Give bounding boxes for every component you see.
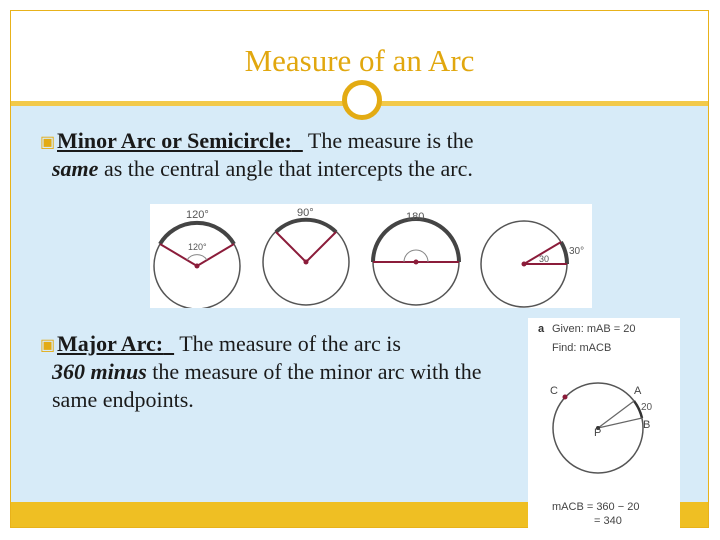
angle-20: 20 xyxy=(641,402,653,413)
major-arc-bullet xyxy=(40,330,520,414)
point-b: B xyxy=(643,419,651,431)
circle-30 xyxy=(481,221,584,307)
arc-examples-figure xyxy=(150,204,592,308)
arc-label-2: 90° xyxy=(297,207,314,219)
arc-label-3: 180 xyxy=(406,211,425,223)
circle-120 xyxy=(154,209,240,308)
example-marker: a xyxy=(538,323,545,335)
arc-label-1: 120° xyxy=(186,209,209,221)
major-arc-emph: 360 minus xyxy=(52,359,147,384)
slide-title: Measure of an Arc xyxy=(244,43,475,78)
ring-icon xyxy=(342,80,382,120)
point-a: A xyxy=(634,385,642,397)
minor-arc-label: Minor Arc or Semicircle: xyxy=(57,128,292,153)
major-arc-text2: the measure of the minor arc with the same endpoints. xyxy=(52,359,482,412)
angle-label-1: 120° xyxy=(188,242,207,252)
given-text: Given: mAB = 20 xyxy=(552,323,636,335)
major-arc-text1: The measure of the arc is xyxy=(174,331,401,356)
minor-arc-bullet xyxy=(40,127,680,183)
minor-arc-emph: same xyxy=(52,156,99,181)
arc-label-4: 30° xyxy=(569,246,585,257)
find-text: Find: mACB xyxy=(552,342,612,354)
point-p: P xyxy=(594,427,602,439)
point-c: C xyxy=(550,385,558,397)
circle-90 xyxy=(263,207,349,305)
bullet-icon: ▣ xyxy=(40,134,56,151)
bullet-icon: ▣ xyxy=(40,337,56,354)
minor-arc-text2: as the central angle that intercepts the arc. xyxy=(98,156,473,181)
worked-example-figure xyxy=(528,318,680,528)
minor-arc-text1: The measure is the xyxy=(302,128,474,153)
circle-180 xyxy=(373,211,459,305)
calc-line-2: = 340 xyxy=(594,515,622,527)
calc-line-1: mACB = 360 − 20 xyxy=(552,501,640,513)
angle-label-4: 30 xyxy=(539,254,550,264)
major-arc-label: Major Arc: xyxy=(57,331,164,356)
